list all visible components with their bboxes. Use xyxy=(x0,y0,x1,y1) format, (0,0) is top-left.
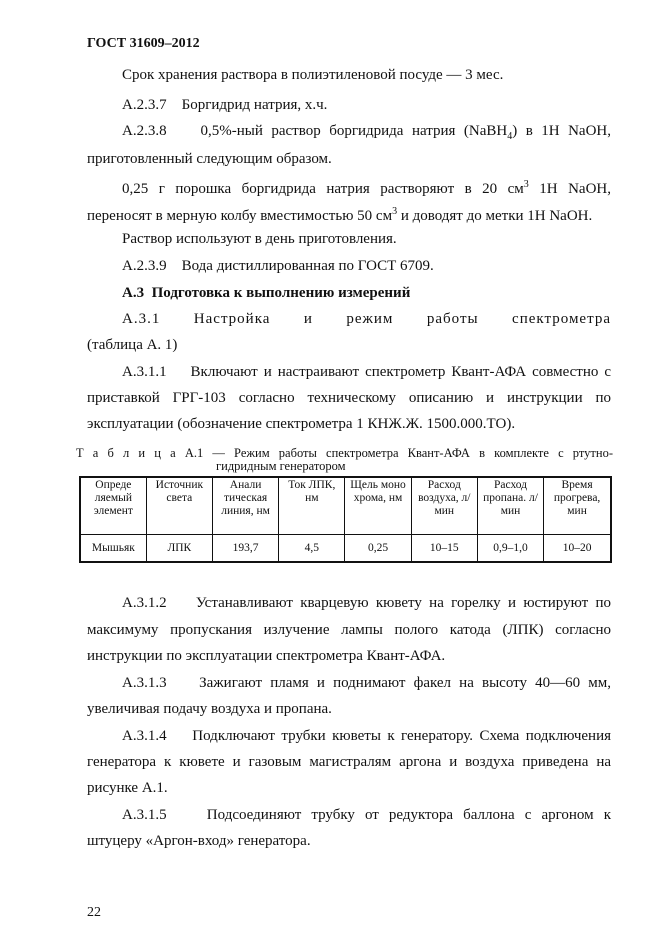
paragraph-line: штуцеру «Аргон-вход» генератора. xyxy=(87,833,311,849)
paragraph-line: рисунке А.1. xyxy=(87,780,168,796)
paragraph-line: приставкой ГРГ-103 согласно техническому описанию и инструкции по xyxy=(87,390,611,406)
paragraph-line: эксплуатации (обозначение спектрометра 1 КНЖ.Ж. 1500.000.ТО). xyxy=(87,416,516,432)
table-cell: 4,5 xyxy=(279,535,345,563)
paragraph-line: А.2.3.7 Боргидрид натрия, х.ч. xyxy=(122,97,328,113)
text-span: 1Н NaOH, xyxy=(528,181,611,197)
subscript: 4 xyxy=(507,131,513,142)
table-cell: ЛПК xyxy=(146,535,212,563)
table-header-cell: Время прогрева, мин xyxy=(544,477,611,535)
text-span: и доводят до метки 1Н NaOH. xyxy=(397,208,593,224)
paragraph-line: А.3.1.4 Подключают трубки кюветы к генератору. Схема подключения xyxy=(122,728,611,744)
table-header-cell: Опреде ляемый элемент xyxy=(80,477,146,535)
table-header-cell: Расход пропана. л/мин xyxy=(477,477,543,535)
paragraph-line: Раствор используют в день приготовления. xyxy=(122,231,397,247)
paragraph-line: А.2.3.9 Вода дистиллированная по ГОСТ 6709. xyxy=(122,258,434,274)
text-span: А.2.3.8 0,5%-ный раствор боргидрида натрия (NaBH xyxy=(122,123,508,139)
table-row xyxy=(80,535,611,563)
table-cell: 10–15 xyxy=(411,535,477,563)
table-header-cell: Ток ЛПК, нм xyxy=(279,477,345,535)
table-header-row xyxy=(80,477,611,535)
paragraph-line: А.3.1.1 Включают и настраивают спектрометр Квант-АФА совместно с xyxy=(122,364,611,380)
table-cell: Мышьяк xyxy=(80,535,146,563)
paragraph-line: А.3.1.2 Устанавливают кварцевую кювету на горелку и юстируют по xyxy=(122,595,611,611)
table-caption: Т а б л и ц а А.1 — Режим работы спектрометра Квант-АФА в комплекте с ртутно- xyxy=(76,446,613,460)
superscript: 3 xyxy=(392,206,398,217)
document-header: ГОСТ 31609–2012 xyxy=(87,36,200,51)
paragraph-line xyxy=(87,122,611,146)
table-caption-continued: гидридным генератором xyxy=(216,459,346,473)
table-header-cell: Анали тическая линия, нм xyxy=(212,477,278,535)
table-cell: 0,9–1,0 xyxy=(477,535,543,563)
table-header-cell: Источник света xyxy=(146,477,212,535)
superscript: 3 xyxy=(523,179,529,190)
paragraph-line: максимуму пропускания излучение лампы полого катода (ЛПК) согласно xyxy=(87,622,611,638)
table-header-cell: Расход воздуха, л/мин xyxy=(411,477,477,535)
section-title: А.3 Подготовка к выполнению измерений xyxy=(122,285,411,301)
text-span: 0,25 г порошка боргидрида натрия растворяют в 20 см xyxy=(122,181,524,197)
paragraph-line xyxy=(87,203,592,225)
paragraph-line: (таблица А. 1) xyxy=(87,337,178,353)
page-number: 22 xyxy=(87,905,101,920)
table-cell: 193,7 xyxy=(212,535,278,563)
spectrometer-settings-table xyxy=(79,476,612,563)
table-cell: 0,25 xyxy=(345,535,411,563)
paragraph-line: увеличивая подачу воздуха и пропана. xyxy=(87,701,332,717)
paragraph-line: генератора к кювете и газовым магистралям аргона и воздуха приведена на xyxy=(87,754,611,770)
paragraph-line: А.3.1.5 Подсоединяют трубку от редуктора баллона с аргоном к xyxy=(122,807,611,823)
paragraph-line: А.3.1 Настройка и режим работы спектрометра xyxy=(122,311,611,327)
paragraph-line: приготовленный следующим образом. xyxy=(87,151,332,167)
paragraph-line: А.3.1.3 Зажигают пламя и поднимают факел на высоту 40—60 мм, xyxy=(122,675,611,691)
table-header-cell: Щель моно хрома, нм xyxy=(345,477,411,535)
text-span: ) в 1Н NaOH, xyxy=(512,123,611,139)
paragraph-line: Срок хранения раствора в полиэтиленовой посуде — 3 мес. xyxy=(122,67,504,83)
paragraph-line: инструкции по эксплуатации спектрометра Квант-АФА. xyxy=(87,648,446,664)
table-cell: 10–20 xyxy=(544,535,611,563)
paragraph-line xyxy=(87,176,611,198)
text-span: переносят в мерную колбу вместимостью 50 см xyxy=(87,208,393,224)
